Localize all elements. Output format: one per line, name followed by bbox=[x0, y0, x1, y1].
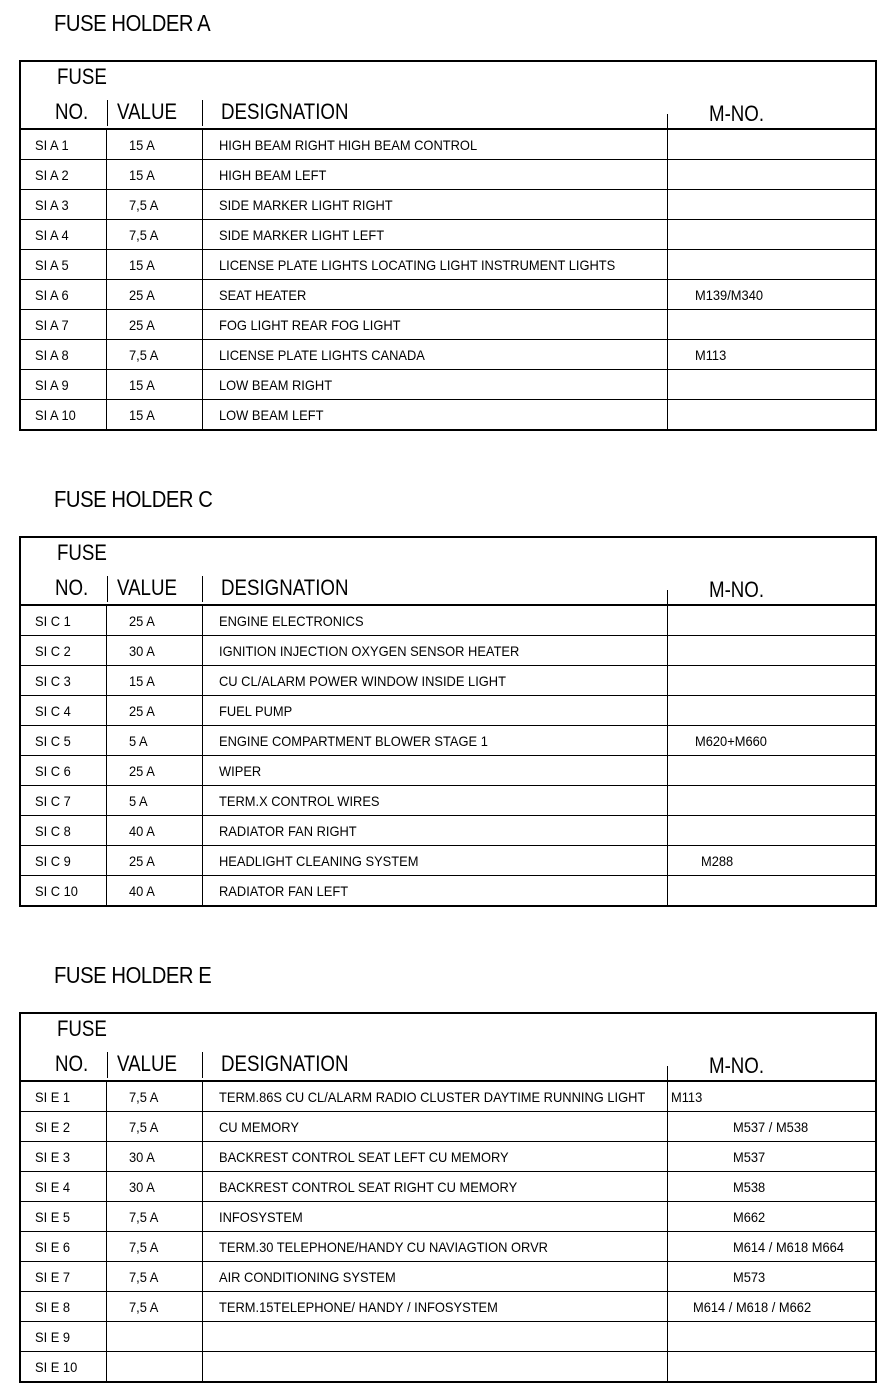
column-divider bbox=[667, 816, 668, 845]
fuse-designation: LOW BEAM LEFT bbox=[219, 406, 324, 423]
column-divider bbox=[106, 1232, 107, 1261]
column-divider bbox=[667, 250, 668, 279]
column-divider bbox=[106, 756, 107, 785]
fuse-number: SI E 2 bbox=[35, 1118, 71, 1135]
table-row bbox=[21, 1202, 875, 1232]
fuse-designation: TERM.X CONTROL WIRES bbox=[219, 792, 380, 809]
fuse-number: SI C 7 bbox=[35, 792, 71, 809]
fuse-number: SI A 4 bbox=[35, 226, 69, 243]
fuse-m-number: M113 bbox=[671, 1088, 703, 1105]
fuse-value: 30 A bbox=[129, 1178, 155, 1195]
fuse-number: SI E 10 bbox=[35, 1358, 78, 1375]
fuse-value: 7,5 A bbox=[129, 1298, 159, 1315]
table-row bbox=[21, 220, 875, 250]
column-divider bbox=[202, 1352, 203, 1381]
fuse-number: SI C 4 bbox=[35, 702, 71, 719]
fuse-designation: ENGINE COMPARTMENT BLOWER STAGE 1 bbox=[219, 732, 488, 749]
column-divider bbox=[202, 220, 203, 249]
column-divider bbox=[202, 786, 203, 815]
fuse-designation: TERM.15TELEPHONE/ HANDY / INFOSYSTEM bbox=[219, 1298, 498, 1315]
header-designation: DESIGNATION bbox=[221, 1051, 349, 1076]
column-divider bbox=[202, 756, 203, 785]
fuse-designation: SIDE MARKER LIGHT RIGHT bbox=[219, 196, 393, 213]
header-separator bbox=[667, 590, 668, 604]
table-row bbox=[21, 160, 875, 190]
fuse-value: 30 A bbox=[129, 642, 155, 659]
column-divider bbox=[106, 876, 107, 905]
table-row bbox=[21, 666, 875, 696]
fuse-value: 15 A bbox=[129, 166, 155, 183]
fuse-table bbox=[19, 60, 877, 431]
fuse-value: 40 A bbox=[129, 822, 155, 839]
fuse-designation: HIGH BEAM LEFT bbox=[219, 166, 327, 183]
header-separator bbox=[202, 100, 203, 126]
column-divider bbox=[202, 1112, 203, 1141]
column-divider bbox=[106, 190, 107, 219]
column-divider bbox=[106, 1172, 107, 1201]
table-row bbox=[21, 696, 875, 726]
table-row bbox=[21, 250, 875, 280]
fuse-designation: AIR CONDITIONING SYSTEM bbox=[219, 1268, 396, 1285]
fuse-m-number: M139/M340 bbox=[695, 286, 764, 303]
header-fuse: FUSE bbox=[57, 64, 107, 89]
fuse-value: 5 A bbox=[129, 732, 148, 749]
header-mno: M-NO. bbox=[709, 101, 765, 126]
column-divider bbox=[667, 130, 668, 159]
fuse-table bbox=[19, 1012, 877, 1383]
fuse-value: 25 A bbox=[129, 852, 155, 869]
fuse-number: SI A 8 bbox=[35, 346, 69, 363]
header-mno: M-NO. bbox=[709, 577, 765, 602]
fuse-m-number: M113 bbox=[695, 346, 727, 363]
table-row bbox=[21, 1112, 875, 1142]
fuse-value: 7,5 A bbox=[129, 1118, 159, 1135]
header-designation: DESIGNATION bbox=[221, 575, 349, 600]
table-header bbox=[21, 1014, 875, 1082]
column-divider bbox=[667, 190, 668, 219]
fuse-designation: HIGH BEAM RIGHT HIGH BEAM CONTROL bbox=[219, 136, 478, 153]
table-row bbox=[21, 400, 875, 429]
column-divider bbox=[667, 786, 668, 815]
column-divider bbox=[106, 280, 107, 309]
fuse-m-number: M620+M660 bbox=[695, 732, 767, 749]
table-header bbox=[21, 538, 875, 606]
fuse-value: 15 A bbox=[129, 256, 155, 273]
fuse-value: 7,5 A bbox=[129, 1238, 159, 1255]
fuse-designation: LICENSE PLATE LIGHTS LOCATING LIGHT INSTRUMENT LIGHTS bbox=[219, 256, 616, 273]
header-no: NO. bbox=[55, 575, 89, 600]
column-divider bbox=[106, 220, 107, 249]
fuse-value: 15 A bbox=[129, 406, 155, 423]
table-row bbox=[21, 1322, 875, 1352]
column-divider bbox=[202, 340, 203, 369]
table-row bbox=[21, 1232, 875, 1262]
fuse-value: 7,5 A bbox=[129, 346, 159, 363]
column-divider bbox=[106, 1202, 107, 1231]
fuse-designation: TERM.30 TELEPHONE/HANDY CU NAVIAGTION ORVR bbox=[219, 1238, 549, 1255]
column-divider bbox=[667, 1172, 668, 1201]
column-divider bbox=[202, 816, 203, 845]
header-value: VALUE bbox=[117, 99, 177, 124]
column-divider bbox=[667, 160, 668, 189]
column-divider bbox=[202, 846, 203, 875]
header-value: VALUE bbox=[117, 575, 177, 600]
fuse-value: 30 A bbox=[129, 1148, 155, 1165]
column-divider bbox=[106, 1142, 107, 1171]
fuse-m-number: M573 bbox=[733, 1268, 766, 1285]
fuse-value: 15 A bbox=[129, 672, 155, 689]
fuse-value: 25 A bbox=[129, 762, 155, 779]
table-row bbox=[21, 340, 875, 370]
column-divider bbox=[106, 1292, 107, 1321]
column-divider bbox=[202, 1172, 203, 1201]
fuse-m-number: M537 bbox=[733, 1148, 766, 1165]
table-row bbox=[21, 846, 875, 876]
fuse-designation: SEAT HEATER bbox=[219, 286, 307, 303]
table-row bbox=[21, 816, 875, 846]
table-row bbox=[21, 606, 875, 636]
column-divider bbox=[202, 666, 203, 695]
column-divider bbox=[202, 400, 203, 429]
fuse-table bbox=[19, 536, 877, 907]
column-divider bbox=[106, 726, 107, 755]
fuse-designation: RADIATOR FAN RIGHT bbox=[219, 822, 357, 839]
column-divider bbox=[202, 310, 203, 339]
header-fuse: FUSE bbox=[57, 540, 107, 565]
fuse-number: SI A 6 bbox=[35, 286, 69, 303]
column-divider bbox=[106, 130, 107, 159]
table-row bbox=[21, 310, 875, 340]
column-divider bbox=[106, 1082, 107, 1111]
fuse-designation: INFOSYSTEM bbox=[219, 1208, 303, 1225]
fuse-number: SI A 7 bbox=[35, 316, 69, 333]
column-divider bbox=[667, 756, 668, 785]
column-divider bbox=[106, 1352, 107, 1381]
column-divider bbox=[106, 606, 107, 635]
column-divider bbox=[667, 666, 668, 695]
column-divider bbox=[667, 636, 668, 665]
fuse-designation: ENGINE ELECTRONICS bbox=[219, 612, 364, 629]
fuse-number: SI E 6 bbox=[35, 1238, 71, 1255]
fuse-number: SI E 8 bbox=[35, 1298, 71, 1315]
column-divider bbox=[106, 370, 107, 399]
column-divider bbox=[667, 606, 668, 635]
column-divider bbox=[202, 1322, 203, 1351]
column-divider bbox=[202, 1232, 203, 1261]
fuse-designation: SIDE MARKER LIGHT LEFT bbox=[219, 226, 385, 243]
fuse-value: 15 A bbox=[129, 136, 155, 153]
fuse-designation: TERM.86S CU CL/ALARM RADIO CLUSTER DAYTIME RUNNING LIGHT bbox=[219, 1088, 646, 1105]
fuse-value: 25 A bbox=[129, 286, 155, 303]
table-row bbox=[21, 1142, 875, 1172]
fuse-m-number: M537 / M538 bbox=[733, 1118, 809, 1135]
header-separator bbox=[667, 1066, 668, 1080]
column-divider bbox=[106, 636, 107, 665]
table-row bbox=[21, 1172, 875, 1202]
fuse-number: SI A 3 bbox=[35, 196, 69, 213]
header-separator bbox=[667, 114, 668, 128]
header-separator bbox=[107, 576, 108, 602]
table-row bbox=[21, 370, 875, 400]
column-divider bbox=[667, 1292, 668, 1321]
header-designation: DESIGNATION bbox=[221, 99, 349, 124]
column-divider bbox=[667, 340, 668, 369]
column-divider bbox=[202, 1262, 203, 1291]
fuse-number: SI C 1 bbox=[35, 612, 71, 629]
fuse-value: 7,5 A bbox=[129, 1208, 159, 1225]
header-fuse: FUSE bbox=[57, 1016, 107, 1041]
fuse-designation: WIPER bbox=[219, 762, 262, 779]
column-divider bbox=[667, 846, 668, 875]
fuse-designation: CU CL/ALARM POWER WINDOW INSIDE LIGHT bbox=[219, 672, 506, 689]
fuse-holder-title: FUSE HOLDER E bbox=[54, 962, 212, 988]
table-row bbox=[21, 636, 875, 666]
column-divider bbox=[667, 1202, 668, 1231]
column-divider bbox=[106, 310, 107, 339]
column-divider bbox=[202, 1202, 203, 1231]
header-value: VALUE bbox=[117, 1051, 177, 1076]
fuse-number: SI E 3 bbox=[35, 1148, 71, 1165]
fuse-designation: LICENSE PLATE LIGHTS CANADA bbox=[219, 346, 425, 363]
column-divider bbox=[106, 786, 107, 815]
column-divider bbox=[202, 1142, 203, 1171]
column-divider bbox=[202, 696, 203, 725]
fuse-designation: RADIATOR FAN LEFT bbox=[219, 882, 349, 899]
column-divider bbox=[106, 816, 107, 845]
fuse-m-number: M662 bbox=[733, 1208, 766, 1225]
column-divider bbox=[667, 310, 668, 339]
column-divider bbox=[667, 876, 668, 905]
column-divider bbox=[202, 726, 203, 755]
column-divider bbox=[202, 160, 203, 189]
fuse-designation: LOW BEAM RIGHT bbox=[219, 376, 333, 393]
column-divider bbox=[202, 636, 203, 665]
column-divider bbox=[106, 1112, 107, 1141]
column-divider bbox=[667, 726, 668, 755]
fuse-number: SI C 10 bbox=[35, 882, 78, 899]
fuse-m-number: M538 bbox=[733, 1178, 766, 1195]
table-row bbox=[21, 1292, 875, 1322]
fuse-designation: HEADLIGHT CLEANING SYSTEM bbox=[219, 852, 419, 869]
column-divider bbox=[202, 370, 203, 399]
column-divider bbox=[202, 190, 203, 219]
fuse-number: SI C 9 bbox=[35, 852, 71, 869]
column-divider bbox=[106, 846, 107, 875]
table-header bbox=[21, 62, 875, 130]
fuse-number: SI A 9 bbox=[35, 376, 69, 393]
column-divider bbox=[667, 1082, 668, 1111]
fuse-number: SI E 9 bbox=[35, 1328, 71, 1345]
column-divider bbox=[106, 1322, 107, 1351]
column-divider bbox=[667, 1352, 668, 1381]
fuse-number: SI C 3 bbox=[35, 672, 71, 689]
column-divider bbox=[667, 220, 668, 249]
column-divider bbox=[202, 1082, 203, 1111]
fuse-designation: BACKREST CONTROL SEAT RIGHT CU MEMORY bbox=[219, 1178, 518, 1195]
header-separator bbox=[107, 100, 108, 126]
table-row bbox=[21, 1262, 875, 1292]
table-row bbox=[21, 1082, 875, 1112]
column-divider bbox=[202, 606, 203, 635]
column-divider bbox=[106, 400, 107, 429]
column-divider bbox=[667, 1232, 668, 1261]
fuse-m-number: M614 / M618 M664 bbox=[733, 1238, 844, 1255]
fuse-value: 25 A bbox=[129, 612, 155, 629]
header-separator bbox=[107, 1052, 108, 1078]
fuse-value: 7,5 A bbox=[129, 226, 159, 243]
fuse-designation: FUEL PUMP bbox=[219, 702, 293, 719]
fuse-number: SI C 8 bbox=[35, 822, 71, 839]
fuse-number: SI C 5 bbox=[35, 732, 71, 749]
header-separator bbox=[202, 576, 203, 602]
column-divider bbox=[202, 1292, 203, 1321]
fuse-value: 7,5 A bbox=[129, 1088, 159, 1105]
header-no: NO. bbox=[55, 1051, 89, 1076]
column-divider bbox=[667, 1112, 668, 1141]
column-divider bbox=[202, 130, 203, 159]
table-row bbox=[21, 786, 875, 816]
fuse-number: SI E 4 bbox=[35, 1178, 71, 1195]
column-divider bbox=[202, 280, 203, 309]
fuse-m-number: M288 bbox=[701, 852, 734, 869]
fuse-value: 7,5 A bbox=[129, 1268, 159, 1285]
fuse-value: 25 A bbox=[129, 702, 155, 719]
fuse-holder-title: FUSE HOLDER A bbox=[54, 10, 211, 36]
fuse-value: 40 A bbox=[129, 882, 155, 899]
column-divider bbox=[667, 1322, 668, 1351]
fuse-designation: IGNITION INJECTION OXYGEN SENSOR HEATER bbox=[219, 642, 520, 659]
fuse-value: 15 A bbox=[129, 376, 155, 393]
column-divider bbox=[667, 1142, 668, 1171]
fuse-m-number: M614 / M618 / M662 bbox=[693, 1298, 812, 1315]
fuse-number: SI E 5 bbox=[35, 1208, 71, 1225]
fuse-number: SI A 10 bbox=[35, 406, 76, 423]
column-divider bbox=[106, 666, 107, 695]
fuse-value: 5 A bbox=[129, 792, 148, 809]
fuse-number: SI A 2 bbox=[35, 166, 69, 183]
column-divider bbox=[667, 400, 668, 429]
fuse-designation: FOG LIGHT REAR FOG LIGHT bbox=[219, 316, 401, 333]
table-row bbox=[21, 130, 875, 160]
fuse-holder-title: FUSE HOLDER C bbox=[54, 486, 213, 512]
table-row bbox=[21, 756, 875, 786]
column-divider bbox=[667, 1262, 668, 1291]
fuse-value: 25 A bbox=[129, 316, 155, 333]
table-row bbox=[21, 1352, 875, 1381]
fuse-number: SI C 6 bbox=[35, 762, 71, 779]
column-divider bbox=[106, 340, 107, 369]
fuse-number: SI E 7 bbox=[35, 1268, 71, 1285]
header-separator bbox=[202, 1052, 203, 1078]
column-divider bbox=[202, 876, 203, 905]
fuse-number: SI C 2 bbox=[35, 642, 71, 659]
table-row bbox=[21, 280, 875, 310]
fuse-designation: CU MEMORY bbox=[219, 1118, 299, 1135]
table-row bbox=[21, 190, 875, 220]
fuse-number: SI A 5 bbox=[35, 256, 69, 273]
column-divider bbox=[106, 1262, 107, 1291]
column-divider bbox=[667, 696, 668, 725]
table-row bbox=[21, 876, 875, 905]
column-divider bbox=[667, 370, 668, 399]
table-row bbox=[21, 726, 875, 756]
fuse-designation: BACKREST CONTROL SEAT LEFT CU MEMORY bbox=[219, 1148, 509, 1165]
header-mno: M-NO. bbox=[709, 1053, 765, 1078]
fuse-value: 7,5 A bbox=[129, 196, 159, 213]
column-divider bbox=[667, 280, 668, 309]
header-no: NO. bbox=[55, 99, 89, 124]
column-divider bbox=[202, 250, 203, 279]
column-divider bbox=[106, 160, 107, 189]
fuse-number: SI A 1 bbox=[35, 136, 69, 153]
fuse-number: SI E 1 bbox=[35, 1088, 71, 1105]
column-divider bbox=[106, 696, 107, 725]
column-divider bbox=[106, 250, 107, 279]
